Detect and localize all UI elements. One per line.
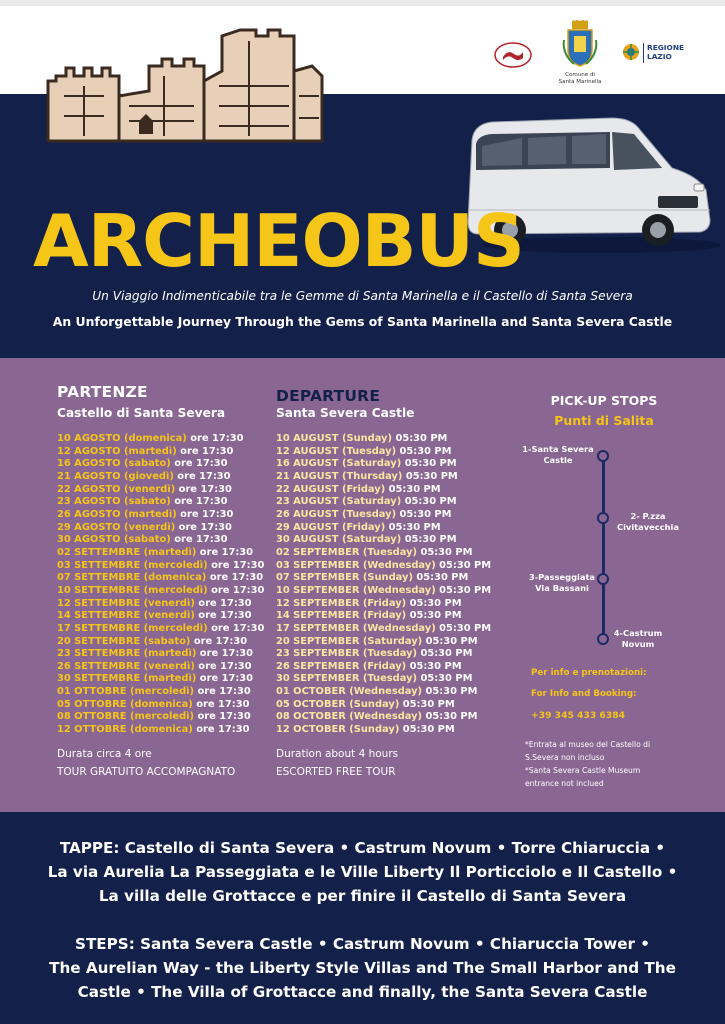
museum-note-it-1: *Entrata al museo del Castello di bbox=[525, 740, 651, 749]
museum-note-en-1: *Santa Severa Castle Museum bbox=[525, 766, 641, 775]
departures-it-heading: PARTENZE bbox=[57, 383, 148, 401]
departure-date: 22 AGOSTO (venerdì) bbox=[57, 483, 176, 495]
departure-time: 05:30 PM bbox=[406, 660, 462, 672]
departure-row bbox=[276, 699, 491, 712]
departure-time: ore 17:30 bbox=[196, 673, 254, 685]
departure-time: 05:30 PM bbox=[422, 711, 478, 723]
departure-time: 05:30 PM bbox=[401, 496, 457, 508]
steps-en-line-3: Castle • The Villa of Grottacce and finally, the Santa Severa Castle bbox=[77, 983, 648, 1001]
info-label-en: For Info and Booking: bbox=[531, 689, 637, 699]
departure-row bbox=[276, 686, 491, 699]
stop-label-1: 1-Santa Severa Castle bbox=[522, 444, 594, 465]
departure-date: 10 AGOSTO (domenica) bbox=[57, 433, 187, 444]
departure-time: ore 17:30 bbox=[173, 470, 231, 482]
info-label-it: Per info e prenotazioni: bbox=[531, 668, 647, 678]
departure-date: 08 OCTOBER (Wednesday) bbox=[276, 711, 423, 723]
departure-date: 23 AGOSTO (sabato) bbox=[57, 496, 171, 508]
departure-row bbox=[57, 623, 264, 636]
departure-row bbox=[57, 572, 264, 585]
departure-date: 07 SEPTEMBER (Sunday) bbox=[276, 572, 413, 584]
departure-time: ore 17:30 bbox=[207, 584, 265, 596]
departure-date: 23 AUGUST (Saturday) bbox=[276, 496, 402, 508]
departure-row bbox=[57, 458, 264, 471]
departure-time: ore 17:30 bbox=[192, 724, 250, 736]
departure-time: 05:30 PM bbox=[417, 648, 473, 660]
departure-row bbox=[57, 673, 264, 686]
departure-row bbox=[276, 484, 491, 497]
departure-time: 05:30 PM bbox=[412, 572, 469, 584]
departure-row bbox=[276, 623, 491, 636]
departure-row bbox=[276, 585, 491, 598]
departure-time: 05:30 PM bbox=[399, 698, 455, 710]
regione-lazio-logo-text: REGIONE LAZIO bbox=[643, 43, 701, 63]
departure-time: ore 17:30 bbox=[170, 458, 228, 470]
stop-label-3: 3-Passeggiata Via Bassani bbox=[528, 572, 596, 593]
departure-row bbox=[57, 433, 264, 446]
pickup-stops-subheading: Punti di Salita bbox=[554, 413, 654, 428]
departure-date: 10 AUGUST (Sunday) bbox=[276, 433, 393, 444]
departure-time: 05:30 PM bbox=[399, 724, 455, 736]
departure-time: ore 17:30 bbox=[196, 546, 254, 558]
departure-time: 05:30 PM bbox=[435, 622, 492, 634]
departure-time: ore 17:30 bbox=[206, 572, 264, 584]
departure-row bbox=[57, 610, 264, 623]
departure-row bbox=[276, 673, 491, 686]
departure-date: 23 SEPTEMBER (Tuesday) bbox=[276, 648, 418, 660]
departure-date: 21 AUGUST (Thursday) bbox=[276, 470, 403, 482]
departure-row bbox=[276, 496, 491, 509]
departure-time: ore 17:30 bbox=[194, 610, 252, 622]
departure-date: 16 AUGUST (Saturday) bbox=[276, 458, 402, 470]
departure-date: 07 SETTEMBRE (domenica) bbox=[57, 572, 207, 584]
departure-time: 05:30 PM bbox=[422, 635, 478, 647]
departure-date: 03 SEPTEMBER (Wednesday) bbox=[276, 559, 436, 571]
departure-time: 05:30 PM bbox=[401, 458, 457, 470]
pickup-stops-heading: PICK-UP STOPS bbox=[550, 393, 658, 408]
departure-row bbox=[276, 471, 491, 484]
departure-date: 01 OCTOBER (Wednesday) bbox=[276, 686, 423, 698]
departure-date: 29 AUGUST (Friday) bbox=[276, 521, 386, 533]
departure-row bbox=[57, 636, 264, 649]
departure-date: 26 AGOSTO (martedì) bbox=[57, 508, 177, 520]
departure-time: ore 17:30 bbox=[170, 534, 228, 546]
departure-time: 05:30 PM bbox=[422, 686, 478, 698]
departure-row bbox=[57, 509, 264, 522]
departure-date: 29 AGOSTO (venerdì) bbox=[57, 521, 176, 533]
departure-time: 05:30 PM bbox=[406, 597, 462, 609]
departure-time: ore 17:30 bbox=[207, 622, 265, 634]
departure-date: 22 AUGUST (Friday) bbox=[276, 483, 386, 495]
museum-note-it-2: S.Severa non incluso bbox=[525, 753, 605, 762]
departure-row bbox=[276, 661, 491, 674]
departure-date: 14 SEPTEMBER (Friday) bbox=[276, 610, 407, 622]
departure-time: ore 17:30 bbox=[194, 711, 251, 723]
departure-date: 17 SETTEMBRE (mercoledì) bbox=[57, 622, 208, 634]
departure-date: 12 SETTEMBRE (venerdì) bbox=[57, 597, 195, 609]
comune-crest-icon bbox=[562, 20, 598, 70]
departure-row bbox=[276, 724, 491, 737]
departure-time: 05:30 PM bbox=[385, 483, 441, 495]
departure-row bbox=[276, 610, 491, 623]
departure-date: 21 AGOSTO (giovedì) bbox=[57, 470, 174, 482]
departure-time: 05:30 PM bbox=[385, 521, 441, 533]
departures-en-heading: DEPARTURE bbox=[276, 387, 381, 405]
departure-date: 08 OTTOBRE (mercoledì) bbox=[57, 711, 195, 723]
departure-time: ore 17:30 bbox=[190, 635, 248, 647]
page-title: ARCHEOBUS bbox=[33, 199, 524, 283]
departures-en-place: Santa Severa Castle bbox=[276, 406, 415, 420]
departure-time: 05:30 PM bbox=[417, 673, 473, 685]
comune-logo-label: Comune di Santa Marinella bbox=[558, 72, 602, 85]
departure-row bbox=[276, 509, 491, 522]
departure-time: ore 17:30 bbox=[194, 597, 252, 609]
departure-date: 10 SEPTEMBER (Wednesday) bbox=[276, 584, 436, 596]
departure-time: 05:30 PM bbox=[402, 470, 458, 482]
departure-time: ore 17:30 bbox=[175, 483, 232, 495]
departure-row bbox=[57, 547, 264, 560]
departure-row bbox=[276, 572, 491, 585]
departure-row bbox=[276, 446, 491, 459]
departure-row bbox=[57, 560, 264, 573]
departure-date: 26 SETTEMBRE (venerdì) bbox=[57, 660, 195, 672]
stop-label-4: 4-Castrum Novum bbox=[613, 628, 663, 649]
departure-row bbox=[57, 598, 264, 611]
steps-it-line-2: La via Aurelia La Passeggiata e le Ville Liberty Il Porticciolo e Il Castello • bbox=[47, 863, 678, 881]
departure-row bbox=[276, 458, 491, 471]
departure-row bbox=[57, 534, 264, 547]
departures-it-list bbox=[57, 433, 264, 737]
duration-it: Durata circa 4 ore bbox=[57, 748, 152, 760]
departure-date: 26 SEPTEMBER (Friday) bbox=[276, 660, 407, 672]
departure-row bbox=[57, 585, 264, 598]
departure-time: ore 17:30 bbox=[196, 648, 254, 660]
duration-en: Duration about 4 hours bbox=[276, 748, 399, 760]
departure-time: 05:30 PM bbox=[417, 546, 473, 558]
departure-row bbox=[57, 699, 264, 712]
departure-row bbox=[276, 711, 491, 724]
departure-row bbox=[57, 496, 264, 509]
steps-it-line-1: TAPPE: Castello di Santa Severa • Castrum Novum • Torre Chiaruccia • bbox=[59, 839, 666, 857]
departure-date: 30 SEPTEMBER (Tuesday) bbox=[276, 673, 418, 685]
departure-row bbox=[57, 686, 264, 699]
departure-date: 30 SETTEMBRE (martedì) bbox=[57, 673, 197, 685]
steps-it-line-3: La villa delle Grottacce e per finire il Castello di Santa Severa bbox=[98, 887, 627, 905]
departures-en-list bbox=[276, 433, 491, 737]
departure-row bbox=[57, 471, 264, 484]
departure-date: 02 SEPTEMBER (Tuesday) bbox=[276, 546, 418, 558]
departure-time: 05:30 PM bbox=[396, 445, 452, 457]
association-logo bbox=[494, 42, 532, 68]
steps-english bbox=[0, 932, 725, 1004]
tour-en: ESCORTED FREE TOUR bbox=[276, 766, 396, 778]
departure-date: 10 SETTEMBRE (mercoledì) bbox=[57, 584, 208, 596]
departure-date: 20 SEPTEMBER (Saturday) bbox=[276, 635, 423, 647]
departure-row bbox=[57, 661, 264, 674]
phone-number[interactable]: +39 345 433 6384 bbox=[531, 710, 626, 721]
departure-row bbox=[57, 522, 264, 535]
steps-en-line-2: The Aurelian Way - the Liberty Style Villas and The Small Harbor and The bbox=[49, 959, 676, 977]
departures-it-place: Castello di Santa Severa bbox=[57, 406, 226, 420]
departure-time: 05:30 PM bbox=[435, 584, 492, 596]
departure-date: 12 AUGUST (Tuesday) bbox=[276, 445, 397, 457]
departure-row bbox=[276, 598, 491, 611]
departure-row bbox=[57, 446, 264, 459]
departure-time: ore 17:30 bbox=[207, 559, 265, 571]
departure-row bbox=[57, 484, 264, 497]
departure-date: 26 AUGUST (Tuesday) bbox=[276, 508, 397, 520]
departure-date: 02 SETTEMBRE (martedì) bbox=[57, 546, 197, 558]
departure-date: 20 SETTEMBRE (sabato) bbox=[57, 635, 191, 647]
departure-date: 16 AGOSTO (sabato) bbox=[57, 458, 171, 470]
castle-illustration bbox=[44, 26, 326, 146]
departure-row bbox=[57, 711, 264, 724]
departure-time: ore 17:30 bbox=[176, 508, 234, 520]
departure-row bbox=[276, 560, 491, 573]
departure-date: 12 AGOSTO (martedì) bbox=[57, 445, 177, 457]
departure-date: 14 SETTEMBRE (venerdì) bbox=[57, 610, 195, 622]
departure-date: 05 OTTOBRE (domenica) bbox=[57, 698, 193, 710]
departure-date: 30 AGOSTO (sabato) bbox=[57, 534, 171, 546]
departure-date: 03 SETTEMBRE (mercoledì) bbox=[57, 559, 208, 571]
steps-en-line-1: STEPS: Santa Severa Castle • Castrum Novum • Chiaruccia Tower • bbox=[75, 935, 650, 953]
steps-italian bbox=[0, 836, 725, 908]
departure-date: 12 SEPTEMBER (Friday) bbox=[276, 597, 407, 609]
departure-row bbox=[57, 648, 264, 661]
departure-row bbox=[276, 547, 491, 560]
departure-row bbox=[276, 648, 491, 661]
departure-time: ore 17:30 bbox=[192, 698, 250, 710]
departure-date: 05 OCTOBER (Sunday) bbox=[276, 698, 400, 710]
departure-date: 30 AUGUST (Saturday) bbox=[276, 534, 402, 546]
departure-row bbox=[57, 724, 264, 737]
departure-date: 17 SEPTEMBER (Wednesday) bbox=[276, 622, 436, 634]
departure-time: ore 17:30 bbox=[194, 660, 252, 672]
regione-lazio-emblem-icon bbox=[622, 42, 640, 62]
departure-time: ore 17:30 bbox=[176, 445, 234, 457]
route-line bbox=[602, 456, 605, 640]
departure-time: 05:30 PM bbox=[435, 559, 492, 571]
departure-time: 05:30 PM bbox=[401, 534, 457, 546]
departure-time: ore 17:30 bbox=[186, 433, 244, 444]
departure-time: 05:30 PM bbox=[396, 508, 452, 520]
tour-it: TOUR GRATUITO ACCOMPAGNATO bbox=[57, 766, 236, 778]
departure-date: 23 SETTEMBRE (martedì) bbox=[57, 648, 197, 660]
museum-note-en-2: entrance not inclued bbox=[525, 779, 604, 788]
stop-dot-1 bbox=[597, 450, 609, 462]
subtitle-italian: Un Viaggio Indimenticabile tra le Gemme di Santa Marinella e il Castello di Santa Severa bbox=[92, 289, 633, 303]
subtitle-english: An Unforgettable Journey Through the Gems of Santa Marinella and Santa Severa Castle bbox=[52, 314, 673, 329]
stop-label-2: 2- P.zza Civitavecchia bbox=[617, 511, 679, 532]
departure-time: ore 17:30 bbox=[175, 521, 232, 533]
departure-date: 01 OTTOBRE (mercoledì) bbox=[57, 686, 195, 698]
departure-row bbox=[276, 522, 491, 535]
departure-time: ore 17:30 bbox=[170, 496, 228, 508]
departure-row bbox=[276, 433, 491, 446]
departure-time: ore 17:30 bbox=[194, 686, 251, 698]
departure-date: 12 OCTOBER (Sunday) bbox=[276, 724, 400, 736]
departure-row bbox=[276, 534, 491, 547]
departure-time: 05:30 PM bbox=[406, 610, 462, 622]
departure-time: 05:30 PM bbox=[392, 433, 448, 444]
departure-date: 12 OTTOBRE (domenica) bbox=[57, 724, 193, 736]
departure-row bbox=[276, 636, 491, 649]
